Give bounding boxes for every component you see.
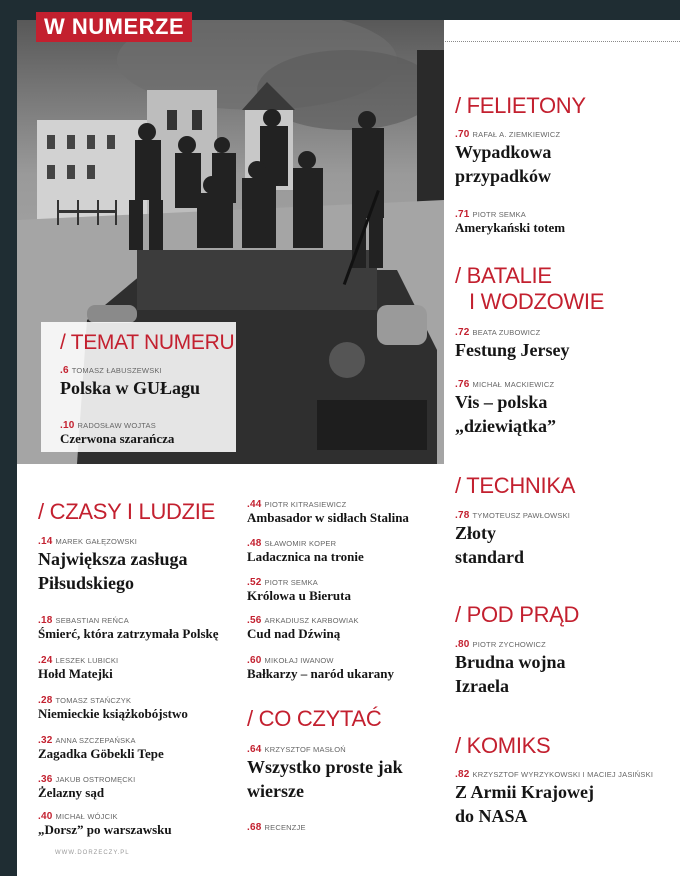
toc-item[interactable] [455, 328, 569, 362]
toc-page-number: .14 [38, 536, 53, 547]
toc-author: BEATA ZUBOWICZ [472, 328, 541, 337]
toc-item[interactable] [247, 616, 359, 641]
toc-page-number: .71 [455, 209, 470, 220]
toc-page-number: .56 [247, 615, 262, 626]
toc-author: RECENZJE [264, 823, 306, 832]
left-edge-bar [0, 0, 17, 876]
toc-page-number: .48 [247, 538, 262, 549]
toc-title: Festung Jersey [455, 340, 570, 360]
toc-author: RAFAŁ A. ZIEMKIEWICZ [472, 130, 561, 139]
toc-item[interactable] [38, 775, 135, 800]
toc-title: Brudna wojna [455, 652, 566, 672]
toc-title: Wypadkowa [455, 142, 552, 162]
toc-page-number: .24 [38, 655, 53, 666]
toc-title: Cud nad Dźwiną [247, 626, 341, 641]
section-heading-technika: / TECHNIKA [455, 473, 576, 498]
toc-title: Czerwona szarańcza [60, 431, 175, 446]
toc-item[interactable] [247, 578, 351, 603]
toc-author: SEBASTIAN REŃCA [55, 616, 129, 625]
section-heading-komiks: / KOMIKS [455, 733, 551, 758]
section-heading-temat-numeru: / TEMAT NUMERU [60, 331, 235, 354]
page-header-title: W NUMERZE [36, 12, 192, 42]
toc-page-number: .72 [455, 327, 470, 338]
toc-author: MAREK GAŁĘZOWSKI [55, 537, 138, 546]
toc-item[interactable] [247, 539, 364, 564]
toc-title: Ambasador w sidłach Stalina [247, 510, 409, 525]
toc-page-number: .10 [60, 420, 75, 431]
toc-author: RADOSŁAW WOJTAS [77, 421, 156, 430]
toc-item[interactable] [60, 421, 174, 446]
toc-title: Królowa u Bieruta [247, 588, 351, 603]
section-heading-czasy-i-ludzie: / CZASY I LUDZIE [38, 499, 215, 524]
toc-author: JAKUB OSTROMĘCKI [55, 775, 136, 784]
toc-author: PIOTR SEMKA [472, 210, 526, 219]
toc-author: TYMOTEUSZ PAWŁOWSKI [472, 511, 571, 520]
toc-page-number: .32 [38, 735, 53, 746]
section-heading-batalie-line2: I WODZOWIE [469, 289, 605, 314]
toc-title: Największa zasługa [38, 549, 188, 569]
toc-title: Izraela [455, 676, 509, 696]
toc-title: Piłsudskiego [38, 573, 135, 593]
toc-author: SŁAWOMIR KOPER [264, 539, 337, 548]
toc-title: przypadków [455, 166, 552, 186]
toc-title: Ladacznica na tronie [247, 549, 364, 564]
toc-title: Hołd Matejki [38, 666, 113, 681]
toc-item[interactable] [455, 380, 556, 438]
toc-page-number: .28 [38, 695, 53, 706]
toc-item[interactable] [455, 130, 560, 188]
toc-item[interactable] [38, 696, 188, 721]
toc-page-number: .40 [38, 811, 53, 822]
toc-author: ARKADIUSZ KARBOWIAK [264, 616, 359, 625]
toc-title: standard [455, 547, 525, 567]
toc-item[interactable] [38, 736, 164, 761]
toc-page-number: .82 [455, 769, 470, 780]
toc-author: MIKOŁAJ IWANOW [264, 656, 334, 665]
toc-author: PIOTR ZYCHOWICZ [472, 640, 546, 649]
toc-author: ANNA SZCZEPAŃSKA [55, 736, 136, 745]
toc-item[interactable] [38, 537, 188, 595]
toc-title: Złoty [455, 523, 497, 543]
toc-item[interactable] [455, 640, 566, 698]
toc-item[interactable] [247, 500, 409, 525]
toc-page-number: .76 [455, 379, 470, 390]
toc-author: TOMASZ ŁABUSZEWSKI [71, 366, 162, 375]
toc-author: KRZYSZTOF MASŁOŃ [264, 745, 346, 754]
toc-item[interactable] [247, 745, 403, 803]
toc-page-number: .68 [247, 822, 262, 833]
toc-author: MICHAŁ WÓJCIK [55, 812, 118, 821]
toc-page-number: .80 [455, 639, 470, 650]
toc-title: Wszystko proste jak [247, 757, 403, 777]
toc-item[interactable] [247, 823, 306, 833]
toc-item[interactable] [247, 656, 394, 681]
toc-page-number: .18 [38, 615, 53, 626]
toc-title: Zagadka Göbekli Tepe [38, 746, 164, 761]
toc-title: Śmierć, która zatrzymała Polskę [38, 626, 219, 641]
toc-item[interactable] [38, 656, 118, 681]
section-heading-pod-prad: / POD PRĄD [455, 602, 580, 627]
toc-title: Polska w GUŁagu [60, 378, 201, 398]
toc-title: Bałkarzy – naród ukarany [247, 666, 394, 681]
toc-item[interactable] [38, 812, 172, 837]
toc-item[interactable] [455, 511, 570, 569]
toc-author: KRZYSZTOF WYRZYKOWSKI I MACIEJ JASIŃSKI [472, 770, 654, 779]
toc-item[interactable] [455, 210, 565, 235]
toc-page-number: .36 [38, 774, 53, 785]
toc-title: wiersze [247, 781, 304, 801]
toc-title: „Dorsz” po warszawsku [38, 822, 172, 837]
toc-item[interactable] [60, 366, 200, 400]
toc-page-number: .44 [247, 499, 262, 510]
toc-item[interactable] [38, 616, 219, 641]
toc-title: „dziewiątka” [455, 416, 556, 436]
toc-title: do NASA [455, 806, 528, 826]
toc-page-number: .70 [455, 129, 470, 140]
toc-author: PIOTR SEMKA [264, 578, 318, 587]
toc-item[interactable] [455, 770, 653, 828]
toc-title: Z Armii Krajowej [455, 782, 594, 802]
toc-author: MICHAŁ MACKIEWICZ [472, 380, 555, 389]
toc-title: Amerykański totem [455, 220, 566, 235]
toc-page-number: .6 [60, 365, 69, 376]
toc-author: LESZEK LUBICKI [55, 656, 119, 665]
footer-url: WWW.DORZECZY.PL [55, 850, 130, 856]
toc-title: Vis – polska [455, 392, 548, 412]
toc-page-number: .78 [455, 510, 470, 521]
toc-author: TOMASZ STAŃCZYK [55, 696, 132, 705]
section-heading-co-czytac: / CO CZYTAĆ [247, 706, 382, 731]
section-heading-felietony: / FELIETONY [455, 93, 586, 118]
section-heading-batalie: / BATALIE [455, 263, 552, 288]
toc-page-number: .52 [247, 577, 262, 588]
toc-page-number: .60 [247, 655, 262, 666]
toc-author: PIOTR KITRASIEWICZ [264, 500, 347, 509]
toc-title: Niemieckie książkobójstwo [38, 706, 188, 721]
toc-title: Żelazny sąd [38, 785, 105, 800]
toc-page-number: .64 [247, 744, 262, 755]
